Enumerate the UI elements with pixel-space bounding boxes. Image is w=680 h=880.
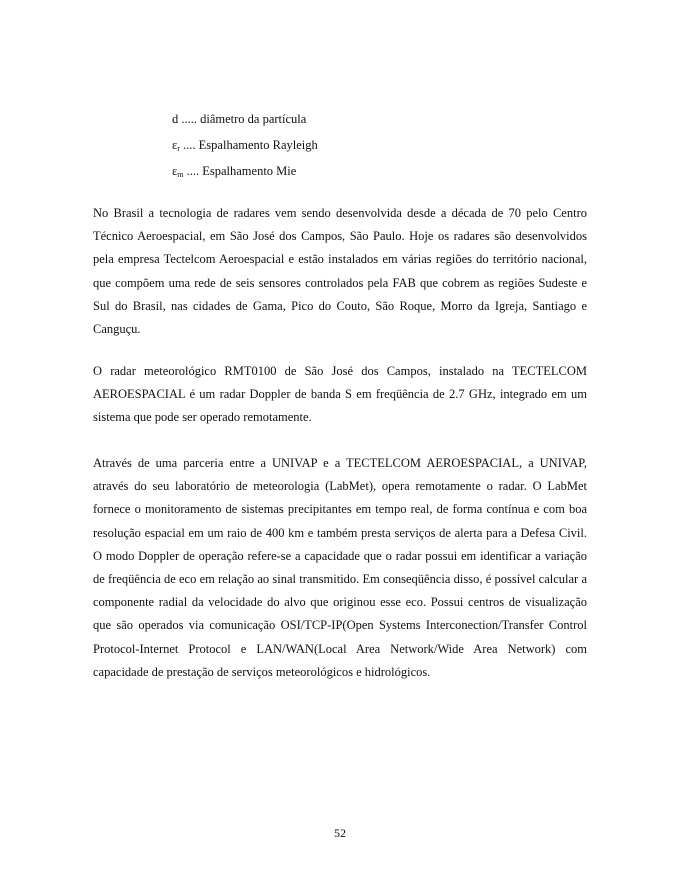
paragraph-radar-history: No Brasil a tecnologia de radares vem sendo desenvolvida desde a década de 70 pelo Centro Técnico Aeroespacial, em São José dos Campos, São Paulo. Hoje os radares são desenvolvidos pela empresa Tectelcom Aeroespacial e estão instalados em várias regiões do território nacional, que compõem uma rede de seis sensores controlados pela FAB que cobrem as regiões Sudeste e Sul do Brasil, nas cidades de Gama, Pico do Couto, São Roque, Morro da Igreja, Santiago e Canguçu. bbox=[93, 206, 587, 337]
symbol-description: .... Espalhamento Mie bbox=[183, 164, 297, 178]
symbol-definition-diameter bbox=[172, 108, 318, 134]
symbol-subscript: m bbox=[177, 170, 184, 179]
symbol: ε bbox=[172, 138, 178, 152]
symbol-legend bbox=[172, 108, 318, 186]
symbol: d bbox=[172, 112, 179, 126]
page-number: 52 bbox=[334, 826, 346, 840]
paragraph-univap-labmet: Através de uma parceria entre a UNIVAP e a TECTELCOM AEROESPACIAL, a UNIVAP, através do seu laboratório de meteorologia (LabMet), opera remotamente o radar. O LabMet fornece o monitoramento de sistemas precipitantes em tempo real, de forma contínua e com boa resolução espacial em um raio de 400 km e também presta serviços de alerta para a Defesa Civil. O modo Doppler de operação refere-se a capacidade que o radar possui em identificar a variação de freqüência de eco em relação ao sinal transmitido. Em conseqüência disso, é possível calcular a componente radial da velocidade do alvo que originou esse eco. Possui centros de visualização que são operados via comunicação OSI/TCP-IP(Open Systems Interconection/Transfer Control Protocol-Internet Protocol e LAN/WAN(Local Area Network/Wide Area Network) com capacidade de prestação de serviços meteorológicos e hidrológicos. bbox=[93, 456, 587, 679]
symbol-subscript: r bbox=[177, 144, 180, 153]
symbol: ε bbox=[172, 164, 178, 178]
symbol-description: .... Espalhamento Rayleigh bbox=[179, 138, 318, 152]
symbol-definition-mie bbox=[172, 160, 318, 186]
paragraph-rmt0100: O radar meteorológico RMT0100 de São José dos Campos, instalado na TECTELCOM AEROESPACIAL é um radar Doppler de banda S em freqüência de 2.7 GHz, integrado em um sistema que pode ser operado remotamente. bbox=[93, 364, 587, 425]
symbol-definition-rayleigh bbox=[172, 134, 318, 160]
symbol-description: ..... diâmetro da partícula bbox=[178, 112, 307, 126]
